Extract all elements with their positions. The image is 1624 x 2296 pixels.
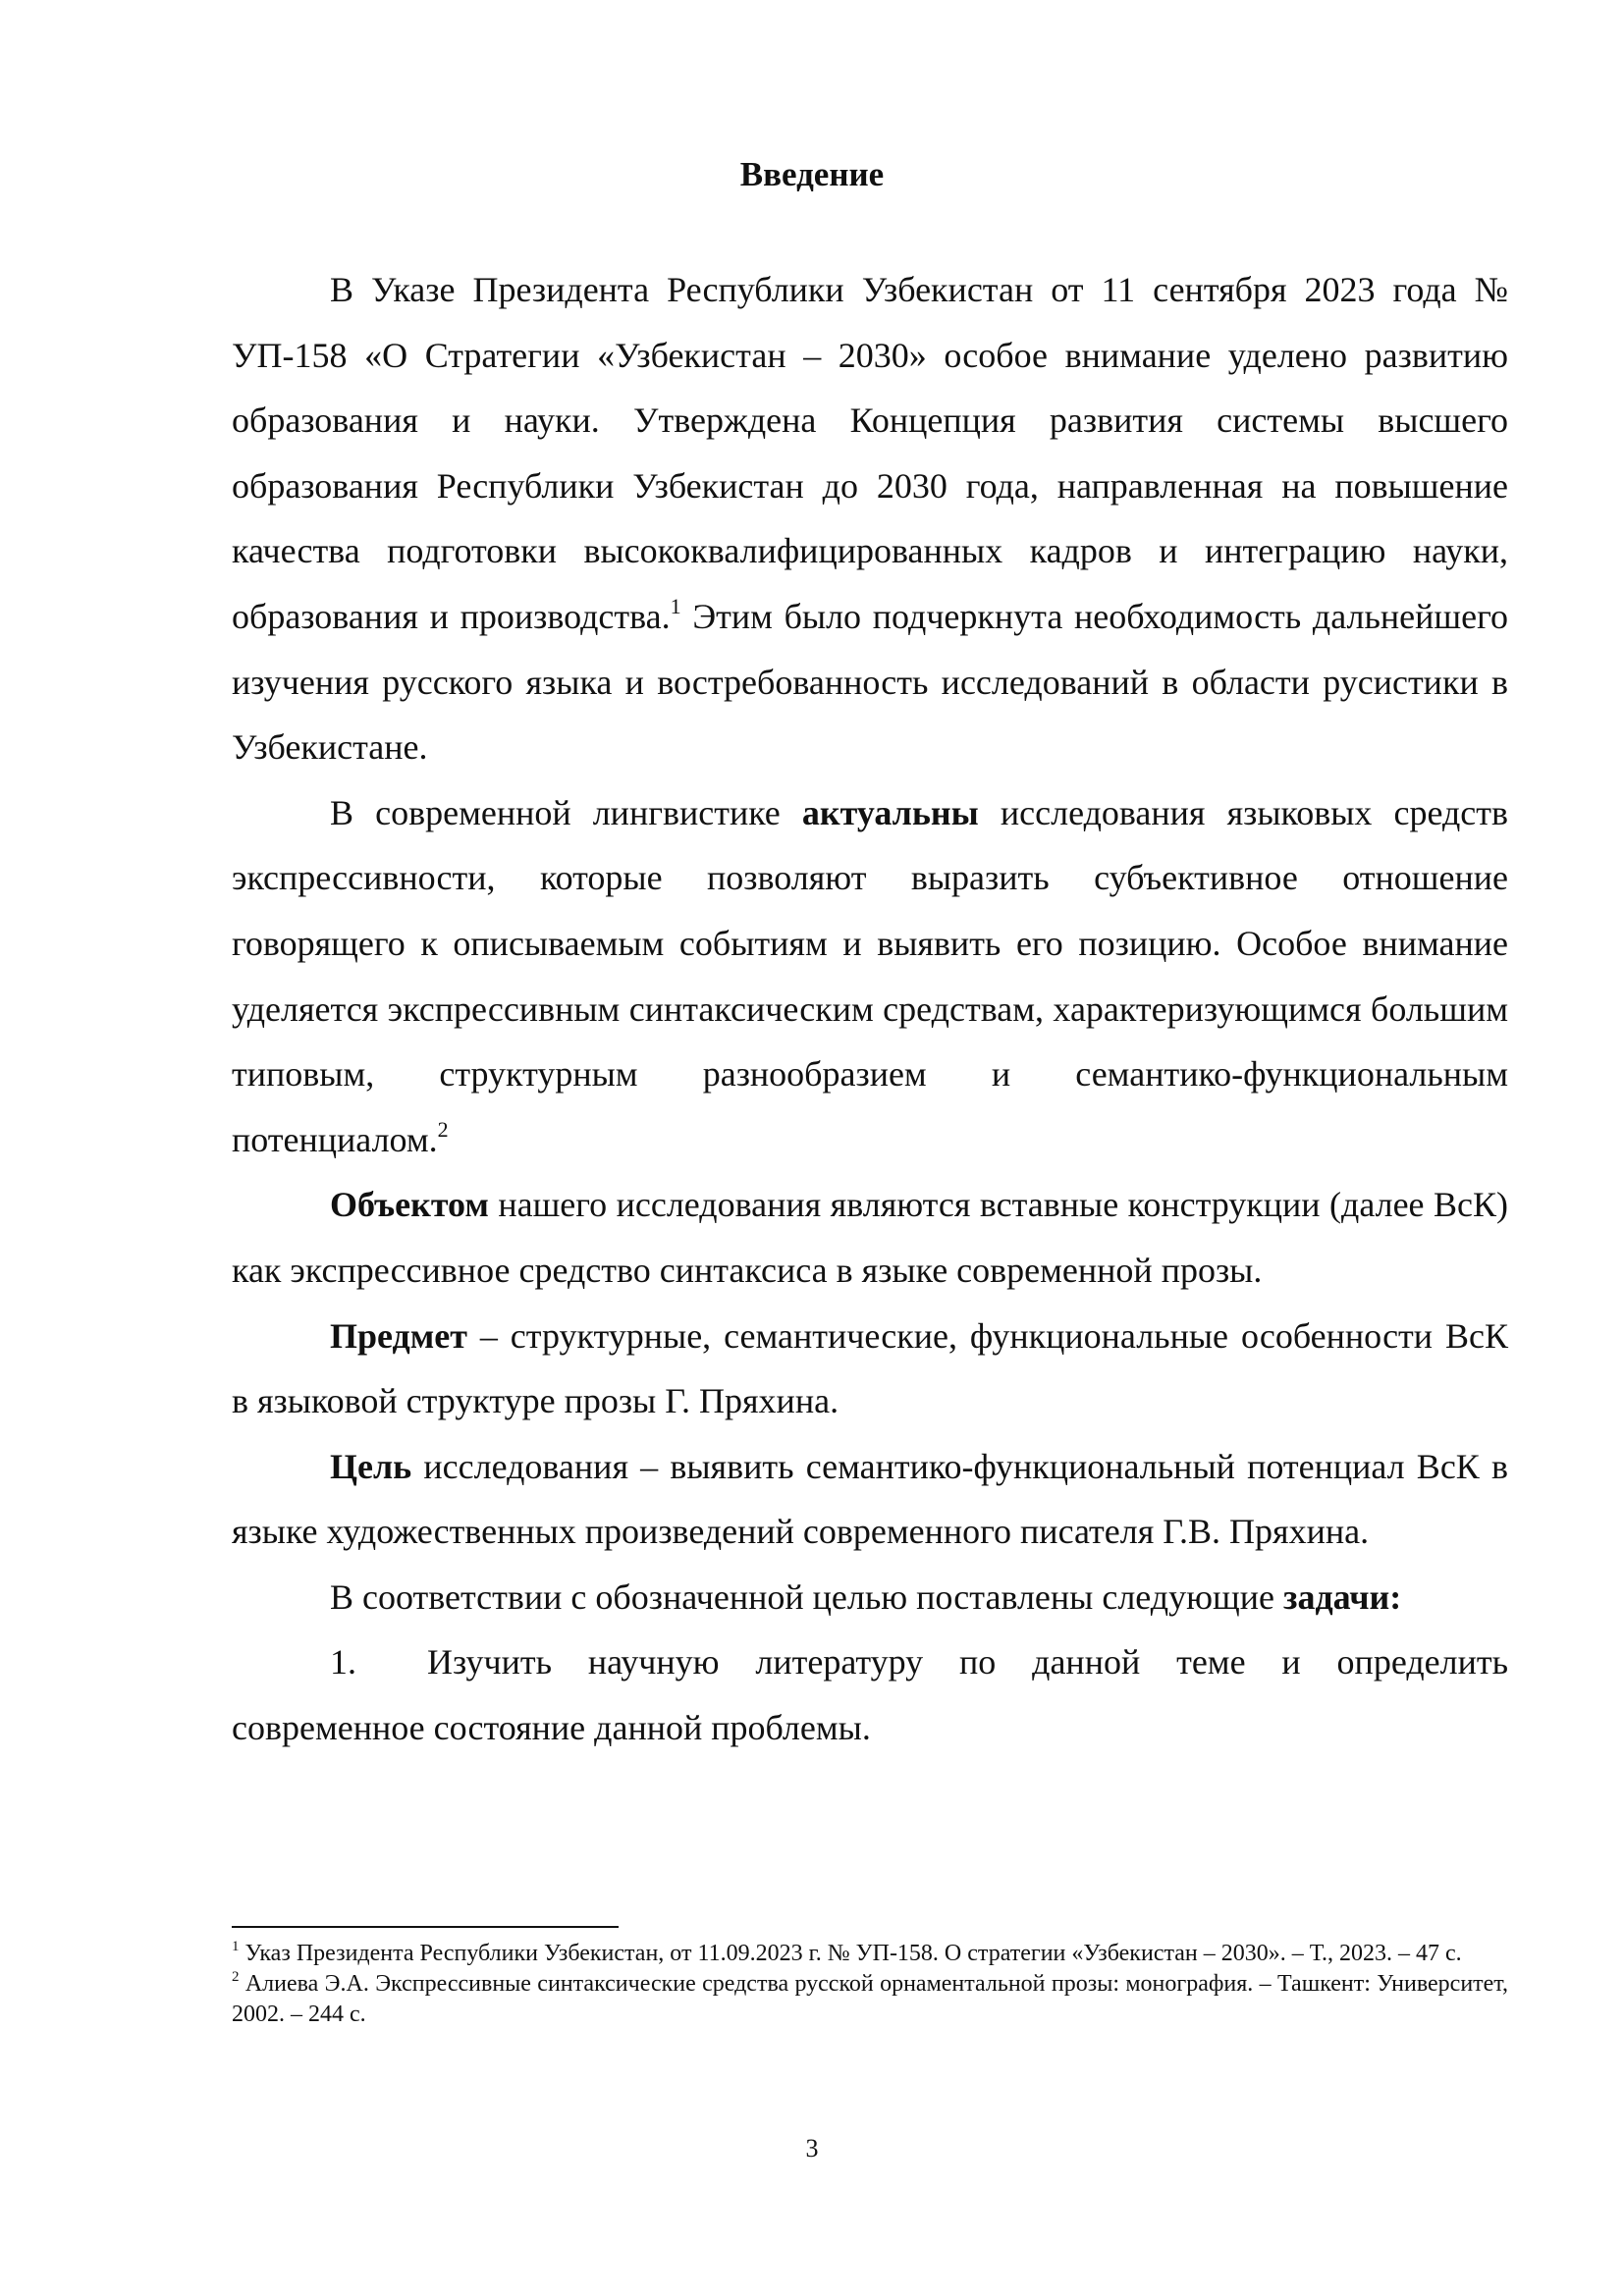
paragraph-goal-bold: Цель — [330, 1446, 412, 1486]
footnote-text-1: Указ Президента Республики Узбекистан, от 11.09.2023 г. № УП-158. О стратегии «Узбекистан – 2030». – Т., 2023. – 47 с. — [239, 1941, 1462, 1966]
footnote-text-2: Алиева Э.А. Экспрессивные синтаксические средства русской орнаментальной прозы: монография. – Ташкент: Университет, 2002. – 244 с. — [232, 1971, 1508, 2027]
paragraph-goal — [232, 1434, 1508, 1565]
paragraph-subject-tail: – структурные, семантические, функциональные особенности ВсК в языковой структуре прозы Г. Пряхина. — [232, 1315, 1508, 1421]
paragraph-intro — [232, 257, 1508, 780]
task-item-text: Изучить научную литературу по данной теме и определить современное состояние данной проблемы. — [232, 1642, 1508, 1748]
paragraph-tasks-lead: В соответствии с обозначенной целью поставлены следующие — [330, 1576, 1283, 1617]
footnote-1 — [232, 1939, 1508, 1969]
footnote-mark-2: 2 — [232, 1969, 240, 1985]
footnote-ref-2[interactable]: 2 — [437, 1116, 449, 1142]
paragraph-intro-tail: Этим было подчеркнута необходимость дальнейшего изучения русского языка и востребованность исследований в области русистики в Узбекистане. — [232, 596, 1508, 768]
paragraph-goal-tail: исследования – выявить семантико-функциональный потенциал ВсК в языке художественных произведений современного писателя Г.В. Пряхина. — [232, 1446, 1508, 1552]
footnote-separator — [232, 1926, 619, 1928]
paragraph-object — [232, 1172, 1508, 1303]
paragraph-relevance-tail: исследования языковых средств экспрессивности, которые позволяют выразить субъективное отношение говорящего к описываемым событиям и выявить его позицию. Особое внимание уделяется экспрессивным синтаксическим средствам, характеризующимся большим типовым, структурным разнообразием и семантико-функциональным потенциалом. — [232, 792, 1508, 1159]
paragraph-relevance — [232, 780, 1508, 1173]
page-title: Введение — [739, 155, 885, 193]
footnotes — [232, 1939, 1508, 2030]
footnote-ref-1[interactable]: 1 — [670, 593, 681, 618]
paragraph-tasks-bold: задачи: — [1282, 1576, 1402, 1617]
footnote-2 — [232, 1969, 1508, 2030]
task-item-number: 1. — [330, 1642, 356, 1682]
paragraph-intro-text: В Указе Президента Республики Узбекистан от 11 сентября 2023 года № УП-158 «О Стратегии «Узбекистан – 2030» особое внимание уделено развитию образования и науки. Утверждена Концепция развития системы высшего образования Республики Узбекистан до 2030 года, направленная на повышение качества подготовки высококвалифицированных кадров и интеграцию науки, образования и производства. — [232, 270, 1508, 636]
paragraph-tasks — [232, 1565, 1508, 1630]
task-item-1 — [232, 1629, 1508, 1760]
paragraph-object-bold: Объектом — [330, 1185, 489, 1225]
paragraph-object-tail: нашего исследования являются вставные конструкции (далее ВсК) как экспрессивное средство синтаксиса в языке современной прозы. — [232, 1185, 1508, 1290]
document-body — [232, 257, 1508, 1761]
paragraph-subject — [232, 1304, 1508, 1434]
paragraph-relevance-lead: В современной лингвистике — [330, 792, 802, 832]
footnote-mark-1: 1 — [232, 1939, 240, 1954]
paragraph-relevance-bold: актуальны — [801, 792, 979, 832]
page-number: 3 — [805, 2134, 819, 2163]
paragraph-subject-bold: Предмет — [330, 1315, 467, 1356]
